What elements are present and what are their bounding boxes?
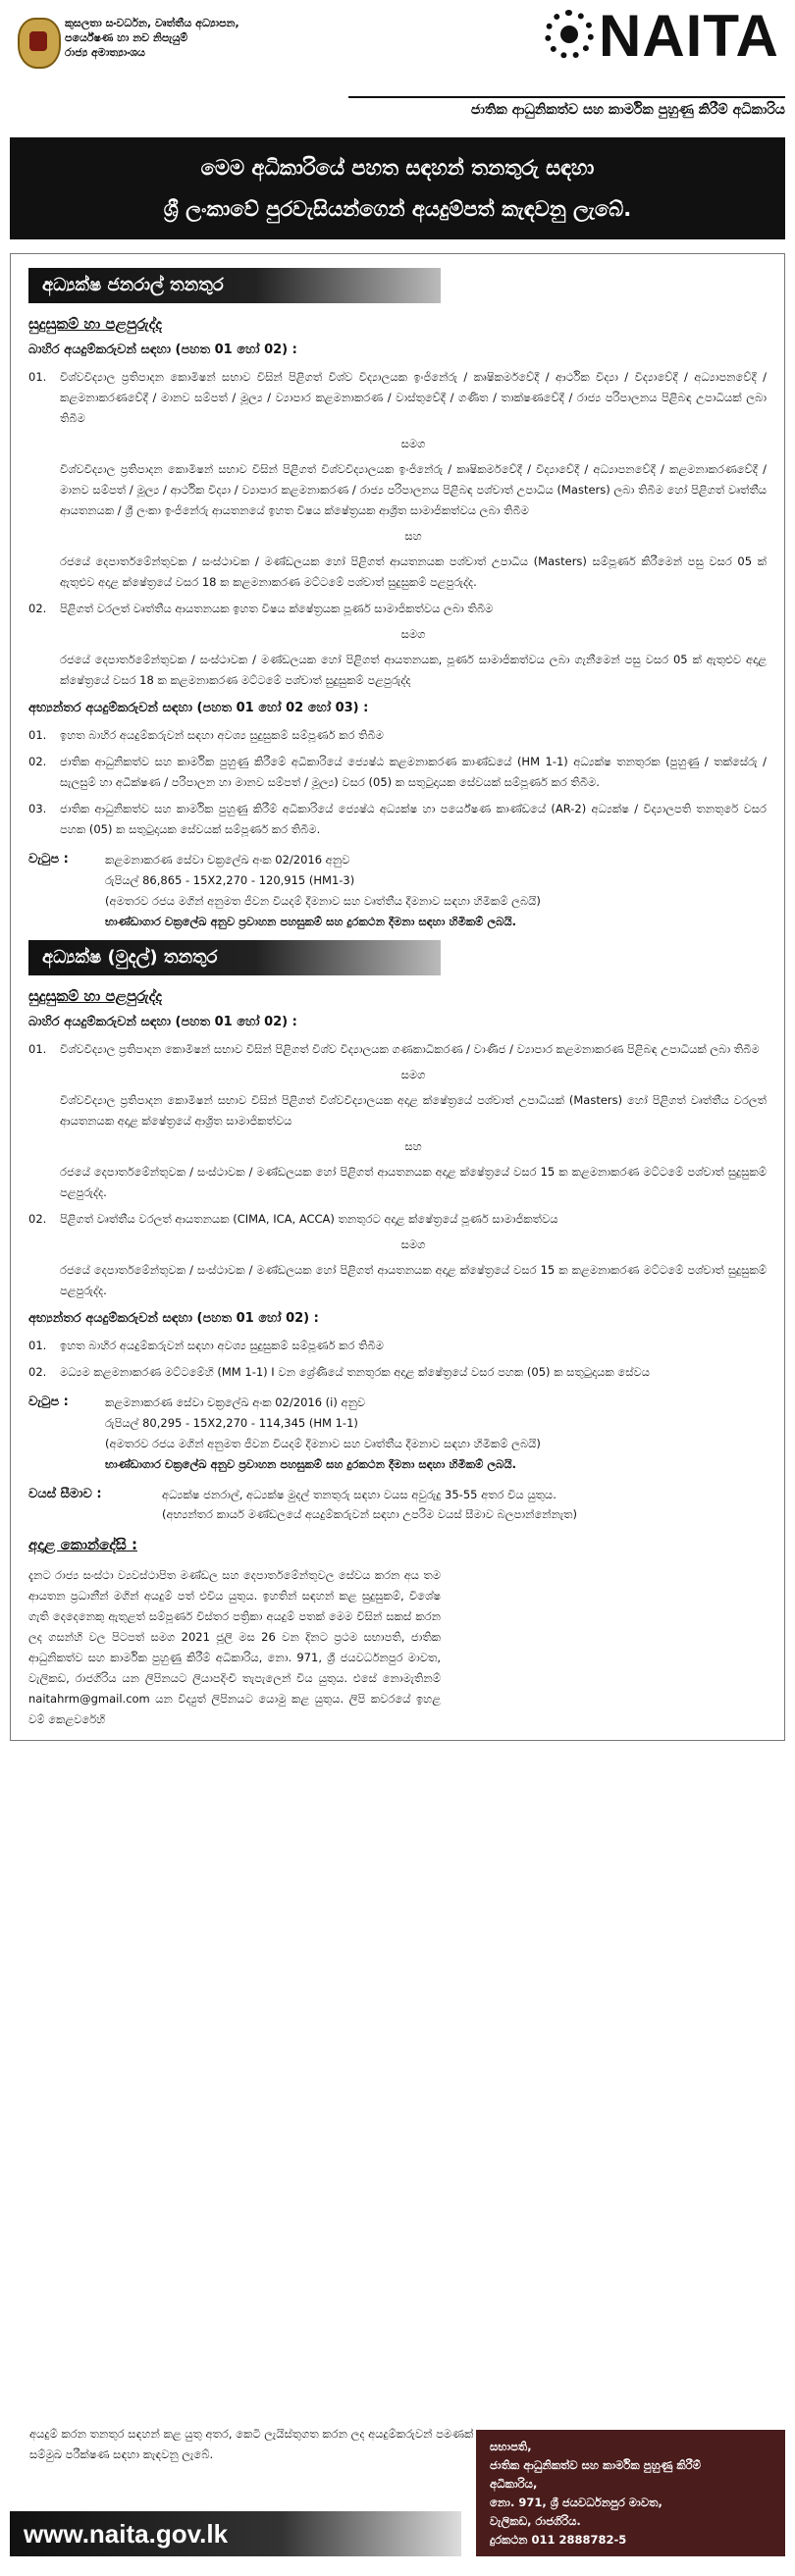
- conjunction: සමග: [400, 627, 426, 641]
- salary-line: රුපියල් 80,295 - 15X2,270 - 114,345 (HM 1-1): [105, 1416, 358, 1430]
- item-number: 01.: [28, 370, 47, 384]
- announcement-banner: [10, 137, 785, 239]
- salary-label: වැටුප :: [28, 1394, 69, 1409]
- salary-line: භාණ්ඩාගාර චක්‍රලේඛ අනුව ප්‍රවාහන පහසුකම් සහ දුරකථන දීමනා සඳහා හිමිකම් ලබයි.: [105, 915, 516, 928]
- gear-icon: [545, 10, 594, 59]
- item-text: පිළිගත් වෘත්තීය වරලත් ආයතනයක (CIMA, ICA, ACCA) තනතුරට අදාළ ක්ෂේත්‍රයේ පූර්ණ සාමාජිකත්වය: [60, 1212, 558, 1226]
- item-text: රජයේ දෙපාර්තමේන්තුවක / සංස්ථාවක / මණ්ඩලයක හෝ පිළිගත් ආයතනයක අදාළ ක්ෂේත්‍රයේ වසර 15 ක කළමනාකරණ මට්ටමේ පශ්චාත් සුදුසුකම් පළපුරුද්ද.: [60, 1165, 767, 1199]
- conjunction: සමග: [400, 437, 426, 450]
- age-limit-details: [162, 1485, 577, 1524]
- item-text: රජයේ දෙපාර්තමේන්තුවක / සංස්ථාවක / මණ්ඩලයක හෝ පිළිගත් ආයතනයක, පූර්ණ සාමාජිකත්වය ලබා ගැනීමෙන් පසු වසර 05 ක් ඇතුළුව අදාළ ක්ෂේත්‍රයේ වසර 18 ක කළමනාකරණ මට්ටමේ පශ්චාත් සුදුසුකම් පළපුරුද්ද: [60, 653, 767, 687]
- item-number: 01.: [28, 1042, 47, 1056]
- address-line: වැලිකඩ, රාජගිරිය.: [490, 2514, 581, 2528]
- website-url[interactable]: www.naita.gov.lk: [10, 2511, 461, 2556]
- age-limit-note: (අභ්‍යන්තර කාර්ය මණ්ඩලයේ අයදුම්කරුවන් සඳහා උපරිම වයස් සීමාව බලපාන්නේනැත): [162, 1507, 577, 1521]
- phone-number: දුරකථන 011 2888782-5: [490, 2533, 627, 2547]
- header: [10, 3, 785, 128]
- post-title-director-finance: අධ්‍යක්ෂ (මුදල්) තනතුර: [28, 940, 441, 975]
- item-text: ඉහත බාහිර අයදුම්කරුවන් සඳහා අවශ්‍ය සුදුසුකම් සම්පූර්ණ කර තිබීම: [60, 1339, 384, 1352]
- salary-block: [28, 850, 767, 932]
- advertisement-page: [10, 3, 785, 2556]
- salary-line: භාණ්ඩාගාර චක්‍රලේඛ අනුව ප්‍රවාහන පහසුකම් සහ දුරකථන දීමනා සඳහා හිමිකම් ලබයි.: [105, 1457, 516, 1471]
- conjunction: සහ: [404, 1139, 422, 1153]
- naita-logo: NAITA: [599, 3, 779, 69]
- item-number: 02.: [28, 1212, 47, 1226]
- item-number: 03.: [28, 802, 47, 815]
- salary-line: (අමතරව රජය මගින් අනුමත ජීවන වියදම් දීමනාව සහ වෘත්තීය දීමනාව සඳහා හිමිකම් ලබයි): [105, 1437, 541, 1450]
- list-item: [28, 367, 767, 429]
- external-applicants-heading: බාහිර අයදුම්කරුවන් සඳහා (පහත 01 හෝ 02) :: [28, 342, 297, 357]
- item-text: ජාතික ආධුනිකත්ව සහ කාර්මික පුහුණු කිරීමේ අධිකාරියේ ජ්‍යෙෂ්ඨ කළමනාකරණ කාණ්ඩයේ (HM 1-1) අධ්‍යක්ෂ තනතුරක (පුහුණු / තක්සේරු / සැලසුම් හා අධීක්ෂණ / පරිපාලන හා මානව සම්පත් / මූල්‍ය) වසර (05) ක සතුටුදායක සේවයක් සම්පූර්ණ කර තිබීම.: [60, 755, 767, 789]
- item-number: 02.: [28, 755, 47, 768]
- age-limit-line: අධ්‍යක්ෂ ජනරාල්, අධ්‍යක්ෂ මුදල් තනතුරු සඳහා වයස අවුරුදු 35-55 අතර විය යුතුය.: [162, 1488, 556, 1501]
- salary-line: රුපියල් 86,865 - 15X2,270 - 120,915 (HM1-3): [105, 873, 355, 887]
- content-box: [10, 253, 785, 1741]
- internal-applicants-heading: අභ්‍යන්තර අයදුම්කරුවන් සඳහා (පහත 01 හෝ 02) :: [28, 1311, 319, 1326]
- item-text: පිළිගත් වරලත් වෘත්තීය ආයතනයක ඉහත විෂය ක්ෂේත්‍රයක පූර්ණ සාමාජිකත්වය ලබා තිබීම: [60, 602, 494, 615]
- salary-line: (අමතරව රජය මගින් අනුමත ජීවන වියදම් දීමනාව සහ වෘත්තීය දීමනාව සඳහා හිමිකම් ලබයි): [105, 894, 541, 908]
- age-limit-label: වයස් සීමාව :: [28, 1487, 102, 1501]
- conditions-heading: අදාළ කොන්දේසි :: [28, 1536, 137, 1553]
- address-line: සභාපති,: [490, 2440, 532, 2453]
- item-text: මධ්‍යම කළමනාකරණ මට්ටමේහි (MM 1-1) I වන ශ්‍රේණියේ තනතුරක අදාළ ක්ෂේත්‍රයේ වසර පහක (05) ක සතුටුදායක සේවය: [60, 1365, 651, 1379]
- conditions-text: දැනට රාජ්‍ය සංස්ථා ව්‍යවස්ථාපිත මණ්ඩල සහ දෙපාර්තමේන්තුවල සේවය කරන අය තම ආයතන ප්‍රධානීන් මගින් අයදුම් පත් එවිය යුතුය. ඉහතින් සඳහන් කළ සුදුසුකම්, විශේෂ ගැති දෙදෙනෙකු ඇතුළත් සම්පූර්ණ විස්තර පත්‍රිකා අයදුම් පතක් මෙම විසින් සකස් කරන ලද ගසන්හි වල පිටපත් සමග 2021 ජූලි මස 26 වන දිනට ප්‍රථම සභාපති, ජාතික ආධුනිකත්ව සහ කාර්මික පුහුණු කිරීම් අධිකාරිය, නො. 971, ශ්‍රී ජයවර්ධනපුර මාවත, වැලිකඩ, රාජගිරිය යන ලිපිනයට ලියාපදිංචි තැපැලෙන් විය යුතුය. එසේ නොමැතිනම් naitahrm@gmail.com යන විද්‍යුත් ලිපිනයට යොමු කළ යුතුය. ලිපි කවරයේ ඉහළ වම් කෙළවරේහි: [28, 1568, 441, 1726]
- qualifications-heading: සුදුසුකම් හා පළපුරුද්ද: [28, 315, 162, 333]
- list-item: [28, 599, 767, 619]
- internal-applicants-heading: අභ්‍යන්තර අයදුම්කරුවන් සඳහා (පහත 01 හෝ 02 හෝ 03) :: [28, 701, 369, 715]
- banner-line: ශ්‍රී ලංකාවේ පුරවැසියන්ගෙන් අයදුම්පත් කැඳවනු ලැබේ.: [163, 197, 632, 221]
- list-item: [28, 1209, 767, 1230]
- external-applicants-heading: බාහිර අයදුම්කරුවන් සඳහා (පහත 01 හෝ 02) :: [28, 1015, 297, 1029]
- address-line: අධිකාරිය,: [490, 2477, 538, 2491]
- post-title-director-general: අධ්‍යක්ෂ ජනරාල් තනතුර: [28, 268, 441, 303]
- item-text: විශ්වවිද්‍යාල ප්‍රතිපාදන කොමිෂන් සභාව විසින් පිළිගත් විශ්ව විද්‍යාලයක ඉංජිනේරු / කෘෂිකර්මවේදී / ආර්ථික විද්‍යා / විද්‍යාවේදී / අධ්‍යාපනවේදී / කළමනාකරණවේදී / මානව සම්පත් / මූල්‍ය / ව්‍යාපාර කළමනාකරණ / වාස්තුවේදී / ගණිත / තාක්ෂණවේදී / රාජ්‍ය පරිපාලනය පිළිබඳ උපාධියක් ලබා තිබීම: [60, 370, 767, 425]
- list-item: [28, 752, 767, 793]
- list-item: [28, 799, 767, 840]
- ministry-line: පර්යේෂණ හා නව නිපැයුම්: [65, 31, 188, 44]
- salary-line: කළමනාකරණ සේවා චක්‍රලේඛ අංක 02/2016 (i) අනුව: [105, 1395, 366, 1409]
- item-number: 02.: [28, 602, 47, 615]
- salary-details: [105, 1393, 541, 1475]
- ministry-name: [65, 16, 291, 60]
- salary-block: [28, 1393, 767, 1475]
- conjunction: සමග: [400, 1237, 426, 1251]
- conditions-tail: අයදුම් කරන තනතුර සඳහන් කළ යුතු අතර, කෙටි ලැයිස්තුගත කරන ලද අයදුම්කරුවන් පමණක් සම්මුඛ පරීක්ෂණ සඳහා කැඳවනු ලැබේ.: [29, 2427, 474, 2461]
- item-text: විශ්වවිද්‍යාල ප්‍රතිපාදන කොමිෂන් සභාව විසින් පිළිගත් විශ්වවිද්‍යාලයක අදාළ ක්ෂේත්‍රයේ පශ්චාත් උපාධියක් (Masters) හෝ පිළිගත් වෘත්තීය වරලත් ආයතනයක අදාළ ක්ෂේත්‍රයේ ආශ්‍රිත සාමාජිකත්වය: [60, 1093, 767, 1128]
- state-emblem-icon: [18, 18, 61, 69]
- salary-details: [105, 850, 541, 932]
- address-line: ජාතික ආධුනිකත්ව සහ කාර්මික පුහුණු කිරීම්: [490, 2458, 701, 2472]
- item-text: රජයේ දෙපාර්තමේන්තුවක / සංස්ථාවක / මණ්ඩලයක හෝ පිළිගත් ආයතනයක පශ්චාත් උපාධිය (Masters) සම්පූර්ණ කිරීමෙන් පසු වසර 05 ක් ඇතුළුව අදාළ ක්ෂේත්‍රයේ වසර 18 ක කළමනාකරණ මට්ටමේ පශ්චාත් සුදුසුකම් පළපුරුද්ද.: [60, 554, 767, 589]
- list-item: [28, 725, 767, 746]
- footer-left: [10, 2424, 481, 2556]
- footer: [10, 2424, 785, 2556]
- authority-name: ජාතික ආධුනිකත්ව සහ කාර්මික පුහුණු කිරීම් අධිකාරිය: [348, 96, 785, 120]
- list-item: [28, 1039, 767, 1060]
- conjunction: සහ: [404, 529, 422, 543]
- ministry-line: රාජ්‍ය අමාත්‍යාංශය: [65, 46, 145, 59]
- list-item: [28, 1336, 767, 1356]
- item-number: 02.: [28, 1365, 47, 1379]
- item-text: විශ්වවිද්‍යාල ප්‍රතිපාදන කොමිෂන් සභාව විසින් පිළිගත් විශ්ව විද්‍යාලයක ගණකාධිකරණ / වාණිජ / ව්‍යාපාර කළමනාකරණ පිළිබඳ උපාධියක් ලබා තිබීම: [60, 1042, 760, 1056]
- item-text: ජාතික ආධුනිකත්ව සහ කාර්මික පුහුණු කිරීම් අධිකාරියේ ජ්‍යෙෂ්ඨ අධ්‍යක්ෂ හා පර්යේෂණ කාණ්ඩයේ (AR-2) අධ්‍යක්ෂ / විද්‍යාලපති තනතුරේ වසර පහක (05) ක සතුටුදායක සේවයක් සම්පූර්ණ කර තිබීම.: [60, 802, 767, 836]
- item-text: රජයේ දෙපාර්තමේන්තුවක / සංස්ථාවක / මණ්ඩලයක හෝ පිළිගත් ආයතනයක අදාළ ක්ෂේත්‍රයේ වසර 15 ක කළමනාකරණ මට්ටමේ පශ්චාත් සුදුසුකම් පළපුරුද්ද.: [60, 1263, 767, 1297]
- banner-line: මෙම අධිකාරියේ පහත සඳහන් තනතුරු සඳහා: [200, 156, 595, 180]
- item-text: ඉහත බාහිර අයදුම්කරුවන් සඳහා අවශ්‍ය සුදුසුකම් සම්පූර්ණ කර තිබීම: [60, 728, 384, 742]
- address-line: නො. 971, ශ්‍රී ජයවර්ධනපුර මාවත,: [490, 2496, 662, 2509]
- age-limit-block: [28, 1485, 767, 1524]
- contact-address: [476, 2430, 785, 2556]
- qualifications-heading: සුදුසුකම් හා පළපුරුද්ද: [28, 987, 162, 1005]
- salary-line: කළමනාකරණ සේවා චක්‍රලේඛ අංක 02/2016 අනුව: [105, 853, 350, 867]
- salary-label: වැටුප :: [28, 852, 69, 867]
- list-item: [28, 1362, 767, 1383]
- item-number: 01.: [28, 1339, 47, 1352]
- item-text: විශ්වවිද්‍යාල ප්‍රතිපාදන කොමිෂන් සභාව විසින් පිළිගත් විශ්වවිද්‍යාලයක ඉංජිනේරු / කෘෂිකර්මවේදී / විද්‍යාවේදී / අධ්‍යාපනවේදී / කළමනාකරණවේදී / මානව සම්පත් / මූල්‍ය / ආර්ථික විද්‍යා / ව්‍යාපාර කළමනාකරණ / රාජ්‍ය පරිපාලනය පිළිබඳ පශ්චාත් උපාධිය (Masters) ලබා තිබීම හෝ පිළිගත් වෘත්තීය ආයතනයක / ශ්‍රී ලංකා ඉංජිනේරු ආයතනයේ ඉහත විෂය ක්ෂේත්‍රයක ආශ්‍රිත සාමාජිකත්වය ලබා තිබීම: [60, 462, 767, 517]
- item-number: 01.: [28, 728, 47, 742]
- ministry-line: කුසලතා සංවර්ධන, වෘත්තීය අධ්‍යාපන,: [65, 17, 239, 29]
- conjunction: සමග: [400, 1068, 426, 1081]
